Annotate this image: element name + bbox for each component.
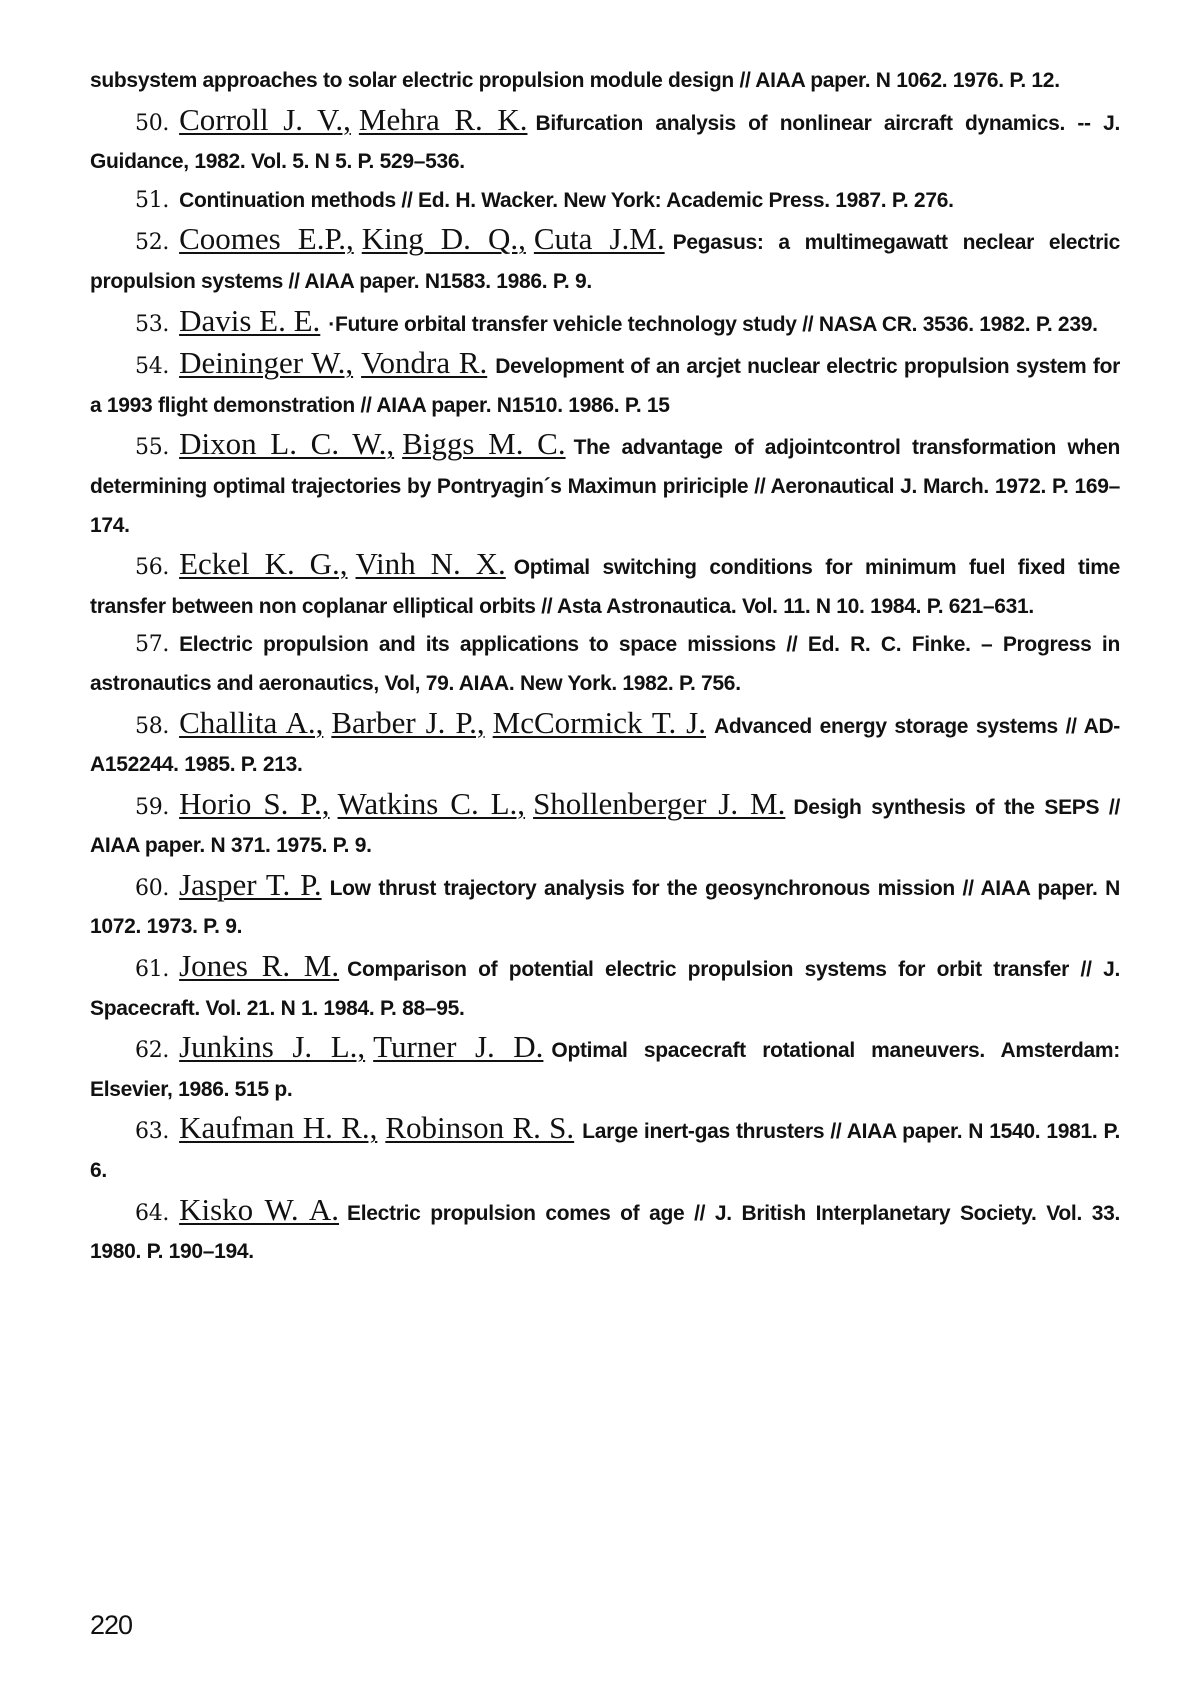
page-number: 220	[90, 1610, 133, 1640]
reference-title: Bifurcation analysis of nonlinear aircraft dynamics.	[535, 111, 1066, 135]
reference-author: Horio S. P.,	[179, 785, 330, 821]
reference-bibinfo: // AIAA paper. N1510. 1986. P. 15	[360, 393, 670, 417]
reference-number: 62.	[135, 1038, 170, 1064]
reference-entry	[90, 785, 1120, 866]
reference-title: Continuation methods // Ed. H. Wacker. New York: Academic Press.	[179, 188, 830, 212]
reference-number: 58.	[135, 713, 170, 739]
reference-entry	[90, 704, 1120, 785]
reference-bibinfo: -- J. Guidance, 1982. Vol. 5. N 5. P. 529–536.	[90, 111, 1120, 174]
reference-entry	[90, 62, 1120, 101]
reference-author: Mehra R. K.	[358, 101, 528, 137]
reference-bibinfo: 1987. P. 276.	[835, 188, 954, 212]
reference-number: 55.	[135, 435, 170, 461]
reference-title: Pegasus: a multimegawatt neclear electric propulsion systems	[90, 231, 1121, 293]
reference-entry	[90, 344, 1120, 425]
reference-number: 64.	[135, 1200, 170, 1226]
reference-entry	[90, 1191, 1120, 1272]
reference-number: 59.	[135, 794, 170, 820]
reference-title: Low thrust trajectory analysis for the geosynchronous mission	[329, 876, 955, 900]
reference-author: Turner J. D.	[373, 1029, 544, 1065]
reference-number: 50.	[135, 110, 170, 136]
reference-title: Desigh synthesis of the SEPS	[793, 795, 1100, 819]
reference-author: McCormick T. J.	[492, 704, 706, 740]
reference-title: Optimal switching conditions for minimum fuel fixed time transfer between non coplanar elliptical orbits	[90, 556, 1120, 618]
reference-author: Biggs M. C.	[402, 426, 566, 462]
reference-author: Kaufman H. R.,	[179, 1110, 378, 1146]
reference-bibinfo: // AIAA paper. N 1062. 1976. P. 12.	[739, 69, 1060, 92]
reference-title: Advanced energy storage systems	[713, 714, 1058, 738]
reference-entry	[90, 101, 1120, 182]
reference-entry	[90, 947, 1120, 1028]
reference-entry	[90, 1109, 1120, 1190]
reference-entry	[90, 1028, 1120, 1109]
reference-bibinfo: // J. Spacecraft. Vol. 21. N 1. 1984. P. 88–95.	[90, 958, 1121, 1020]
reference-bibinfo: // AD-A152244. 1985. P. 213.	[90, 714, 1121, 777]
reference-author: Barber J. P.,	[331, 704, 485, 740]
reference-author: Corroll J. V.,	[179, 101, 351, 137]
reference-author: Vinh N. X.	[355, 546, 506, 582]
reference-bibinfo: Vol, 79. AIAA. New York. 1982. P. 756.	[384, 671, 741, 695]
reference-bibinfo: // AIAA paper. N1583. 1986. P. 9.	[288, 269, 592, 293]
reference-number: 61.	[135, 957, 170, 983]
reference-author: Eckel K. G.,	[179, 546, 348, 582]
reference-list	[90, 62, 1120, 1272]
reference-bibinfo: // AIAA paper. N 1540. 1981. P. 6.	[90, 1120, 1120, 1183]
reference-author: Robinson R. S.	[385, 1110, 575, 1146]
reference-number: 52.	[135, 230, 170, 256]
reference-number: 60.	[135, 875, 170, 901]
reference-bibinfo: // NASA CR. 3536. 1982. P. 239.	[802, 312, 1098, 336]
reference-author: Cuta J.M.	[533, 221, 665, 257]
reference-author: Jasper T. P.	[179, 866, 322, 902]
reference-number: 51.	[135, 187, 170, 213]
reference-entry	[90, 545, 1120, 626]
reference-title: Large inert-gas thrusters	[582, 1120, 825, 1144]
reference-entry	[90, 866, 1120, 947]
reference-author: Jones R. M.	[179, 948, 340, 984]
reference-bibinfo: // J. British Interplanetary Society. Vol. 33. 1980. P. 190–194.	[90, 1201, 1120, 1264]
reference-bibinfo: // AIAA paper. N 371. 1975. P. 9.	[90, 795, 1120, 858]
reference-author: Kisko W. A.	[179, 1191, 340, 1227]
reference-author: Challita A.,	[179, 704, 324, 740]
reference-number: 53.	[135, 311, 170, 337]
reference-title: ·Future orbital transfer vehicle technology study	[328, 312, 797, 336]
reference-author: Deininger W.,	[179, 345, 354, 381]
reference-author: King D. Q.,	[361, 221, 526, 257]
reference-bibinfo: // AIAA paper. N 1072. 1973. P. 9.	[90, 876, 1120, 939]
reference-entry	[90, 626, 1120, 703]
reference-number: 63.	[135, 1119, 170, 1145]
reference-title: Development of an arcjet nuclear electric propulsion system for a 1993 flight demonstration	[90, 355, 1120, 417]
reference-title: Electric propulsion comes of age	[347, 1201, 685, 1225]
reference-entry	[90, 182, 1120, 221]
reference-title: Electric propulsion and its applications to space missions // Ed. R. C. Finke. – Progress in astronautics and aeronautics,	[90, 633, 1120, 695]
reference-number: 57.	[135, 632, 170, 658]
reference-author: Watkins C. L.,	[337, 785, 526, 821]
reference-bibinfo: Amsterdam: Elsevier, 1986. 515 p.	[90, 1039, 1120, 1101]
reference-entry	[90, 425, 1120, 545]
reference-title: Comparison of potential electric propulsion systems for orbit transfer	[347, 958, 1070, 982]
reference-author: Shollenberger J. M.	[533, 785, 786, 821]
reference-author: Coomes E.P.,	[179, 221, 354, 257]
reference-number: 56.	[135, 555, 170, 581]
reference-author: Davis E. E.	[179, 302, 321, 338]
reference-author: Dixon L. C. W.,	[179, 426, 395, 462]
reference-entry	[90, 220, 1120, 301]
reference-title: The advantage of adjointcontrol transformation when determining optimal trajectories by Pontryagin´s Maximun priricipIe	[90, 436, 1120, 498]
reference-title: Optimal spacecraft rotational maneuvers.	[551, 1039, 985, 1063]
reference-author: Vondra R.	[361, 345, 488, 381]
reference-bibinfo: // Asta Astronautica. Vol. 11. N 10. 1984. P. 621–631.	[541, 594, 1034, 618]
reference-entry	[90, 302, 1120, 345]
reference-bibinfo: // Aeronautical J. March. 1972. P. 169–174.	[90, 474, 1121, 537]
reference-number: 54.	[135, 354, 170, 380]
reference-author: Junkins J. L.,	[179, 1029, 366, 1065]
reference-title: subsystem approaches to solar electric propulsion module design	[90, 69, 734, 92]
